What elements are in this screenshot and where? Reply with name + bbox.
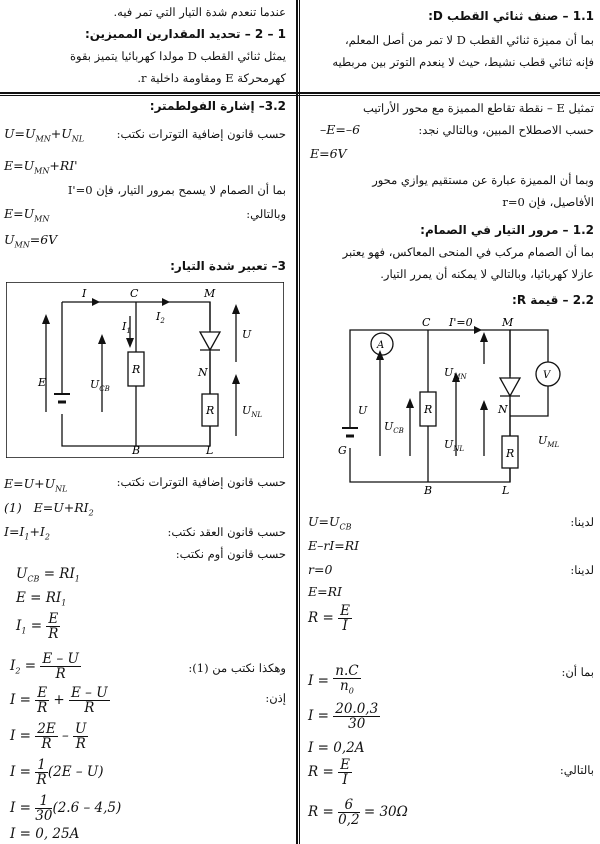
svg-text:V: V [543,370,551,381]
label: بالتالي: [559,763,594,777]
section-1-1-title: 1.1 – صنف ثنائي القطب D: [428,9,594,23]
text-line: إذن: [265,691,286,705]
text-line: عازلا كهربائيا، وبالتالي لا يمكنه أن يمرر التيار. [380,267,594,281]
svg-text:I: I [82,287,87,300]
equation: $E=U_{MN}$ [4,206,50,224]
equation-i1: $I_1$ = $\frac{E}{R}$ [16,611,59,642]
equation: $U_{CB} = RI_1$ [16,566,80,584]
svg-text:C: C [422,316,431,329]
svg-text:N: N [198,366,208,379]
equation: $I=I_1+I_2$ [4,524,50,542]
text-line: عندما تنعدم شدة التيار التي تمر فيه. [113,5,286,19]
equation: E=6V [310,146,347,161]
equation: $U_{MN}=6V$ [4,232,58,250]
svg-text:M: M [502,316,514,329]
equation-i-value: I = $\frac{20.0,3}{30}$ [308,701,379,732]
svg-text:A: A [377,340,385,351]
text-line: حسب قانون إضافية التوترات نكتب: [116,127,286,141]
svg-text:UML: $U_{ML}$ [538,434,560,449]
svg-text:R: R [424,403,433,416]
text-line: بما أن الصمام لا يسمح بمرور التيار، فإن I'=0 [67,183,286,197]
svg-text:UCB: $U_{CB}$ [90,378,110,393]
svg-text:L: L [206,444,214,457]
text-line: حسب قانون أوم نكتب: [175,547,286,561]
label: لدينا: [570,563,594,577]
svg-text:R: R [132,363,141,376]
svg-text:U: U [242,328,252,341]
svg-text:I1: $I_1$ [122,320,131,335]
svg-text:I'=0: I'=0 [449,316,473,329]
svg-text:E: E [38,376,47,389]
text-line: وهكذا نكتب من (1): [188,661,286,675]
text-line: بما أن الصمام مركب في المنحى المعاكس، فهو يعتبر [342,245,594,259]
circuit-diagram-current [6,282,284,458]
equation-r-e-over-i-2: R = $\frac{E}{I}$ [308,757,350,788]
equation-i-nc: I = $\frac{n.C}{n_0}$ [308,663,359,696]
label: بما أن: [561,665,594,679]
svg-text:I2: $I_2$ [156,310,165,325]
svg-text:G: G [338,444,347,457]
equation-i-factored: I = $\frac{1}{R}$ (2E – U) [10,757,104,788]
text-line: يمثل ثنائي القطب D مولدا كهربائيا يتميز بقوة [69,49,286,63]
equation-i2: $I_2$ = $\frac{E - U}{R}$ [10,651,79,682]
equation: I = 0,2A [308,740,365,756]
equation-r-result: R = $\frac{6}{0,2}$ = 30Ω [308,797,408,828]
equation: $U=U_{CB}$ [308,514,352,532]
equation-i-sum: I = $\frac{E}{R}$ + $\frac{E - U}{R}$ [10,685,108,716]
svg-text:C: C [130,287,139,300]
section-3-2-title: 3.2– إشارة الفولطمتر: [149,99,286,113]
svg-text:R: R [206,404,215,417]
equation: –E=–6 [320,122,361,137]
text-line: كهرمحركة E ومقاومة داخلية r. [137,71,286,85]
section-2-2-title: 2.2 – قيمة R: [512,293,594,307]
text-line: وبالتالي: [246,207,286,221]
label: لدينا: [570,515,594,529]
text-line: حسب قانون إضافية التوترات نكتب: [116,475,286,489]
equation: r=0 [308,562,333,577]
text-line: تمثيل E – نقطة تقاطع المميزة مع محور الأراتيب [363,101,594,115]
equation-i-2e: I = $\frac{2E}{R}$ – $\frac{U}{R}$ [10,721,87,752]
equation-1: (1) $E=U+RI_2$ [4,500,94,518]
equation: $E = RI_1$ [16,590,67,608]
text-line: فإنه ثنائي قطب نشيط، حيث لا ينعدم التوتر بين مربطيه [332,55,594,69]
svg-text:B: B [424,484,433,497]
equation: $E=U+U_{NL}$ [4,476,68,494]
section-1-2-characteristic-title: 1 – 2 – تحديد المقدارين المميزين: [84,27,286,41]
section-3-title: 3– تعبير شدة التيار: [170,259,286,273]
svg-text:B: B [132,444,141,457]
svg-text:U: U [358,404,368,417]
svg-text:UNL: $U_{NL}$ [444,438,465,453]
section-1-2-title: 1.2 – مرور التيار في الصمام: [420,223,594,237]
text-line: حسب قانون العقد نكتب: [167,525,286,539]
equation: E–rI=RI [308,538,360,553]
text-line: الأفاصيل، فإن r=0 [502,195,594,209]
right-column [300,0,600,844]
text-line: بما أن مميزة ثنائي القطب D لا تمر من أصل المعلم، [344,33,594,47]
equation: $E=U_{MN}+RI'$ [4,158,78,176]
svg-text:N: N [498,403,508,416]
svg-text:R: R [506,447,515,460]
equation-i-result: I = 0, 25A [10,826,80,842]
svg-text:M: M [204,287,216,300]
svg-text:UNL: $U_{NL}$ [242,404,263,419]
text-line: حسب الاصطلاح المبين، وبالتالي نجد: [418,123,594,137]
equation-i-numeric: I = $\frac{1}{30}$ (2.6 – 4,5) [10,793,122,824]
equation-r-e-over-i: R = $\frac{E}{I}$ [308,603,350,634]
svg-text:L: L [502,484,510,497]
svg-text:UMN: $U_{MN}$ [444,366,467,381]
equation: $U=U_{MN}+U_{NL}$ [4,126,85,144]
circuit-diagram-ammeter [324,316,598,498]
left-column [0,0,296,844]
equation: E=RI [308,584,342,599]
svg-text:UCB: $U_{CB}$ [384,420,404,435]
text-line: وبما أن المميزة عبارة عن مستقيم يوازي محور [372,173,594,187]
